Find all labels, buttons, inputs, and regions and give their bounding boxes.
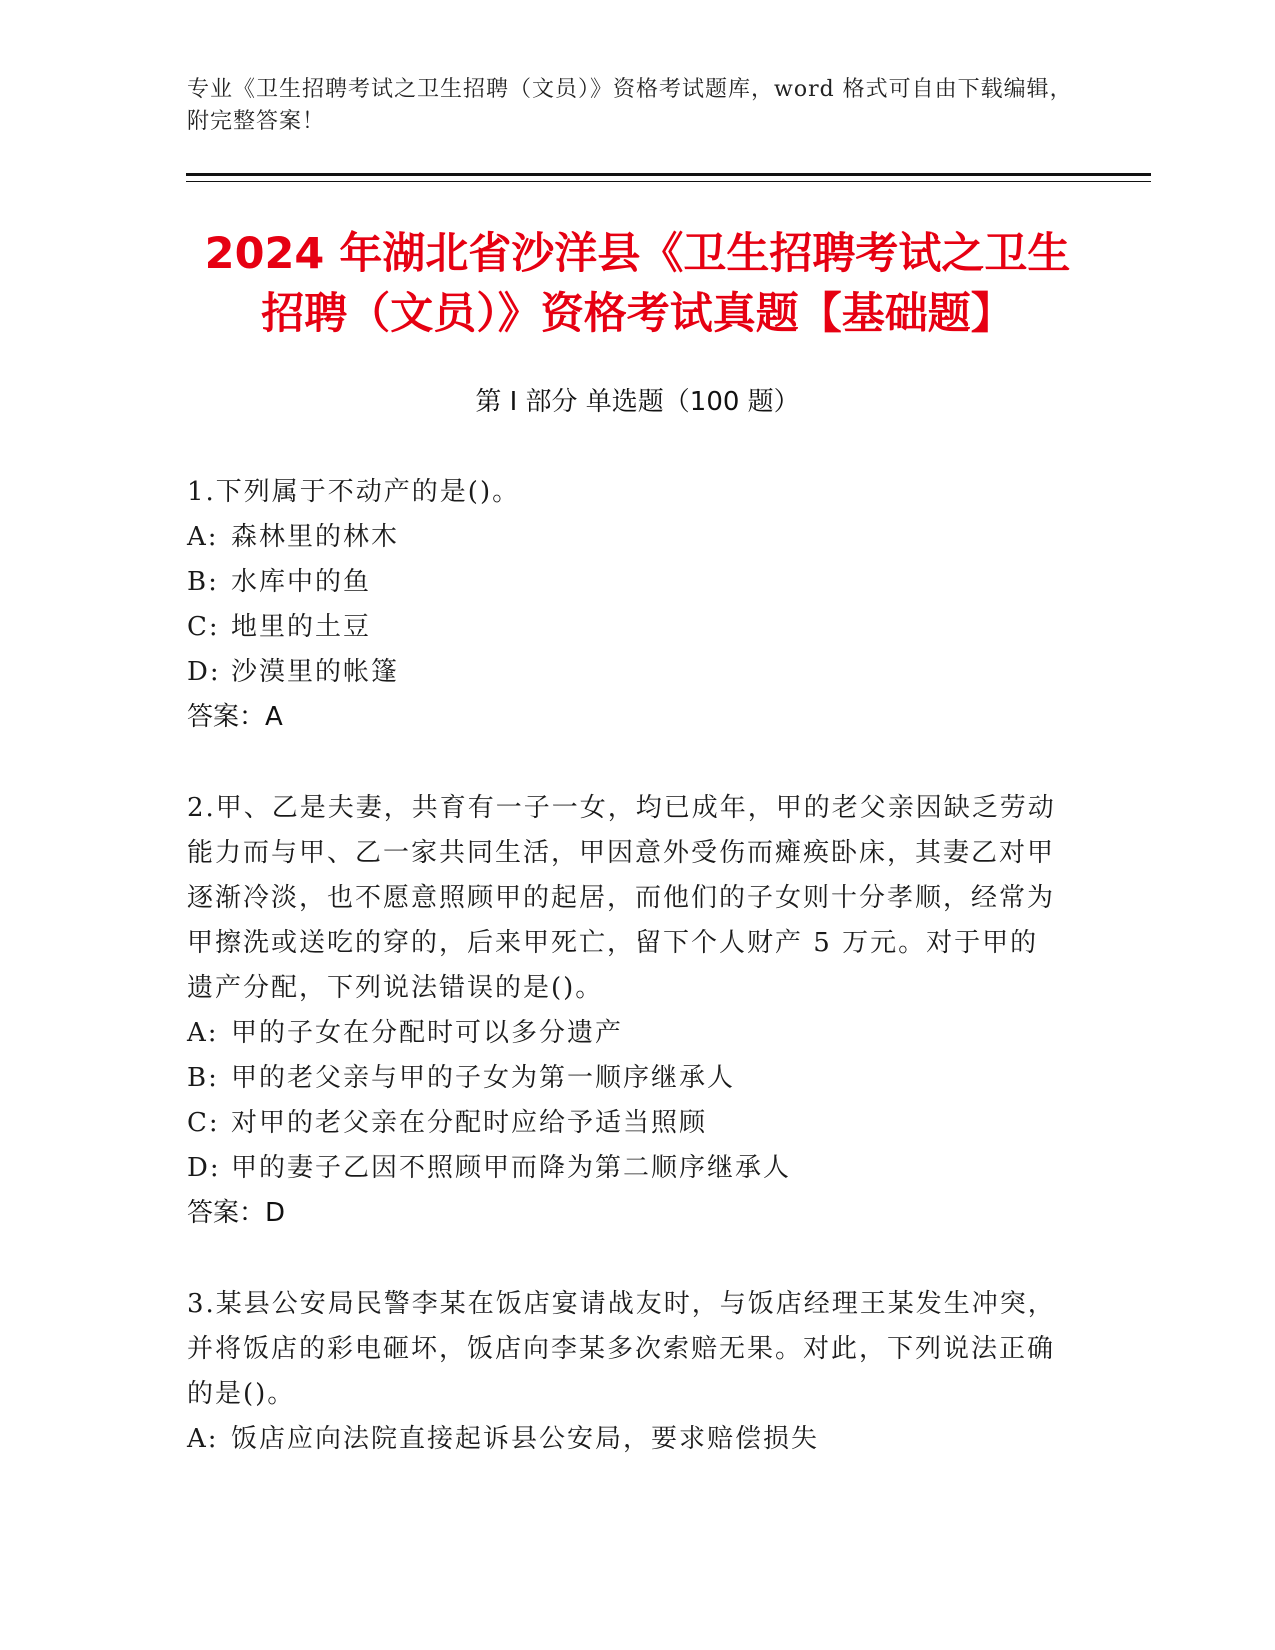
option-letter: A: [187,1018,219,1048]
option-text: 地里的土豆 [231,612,372,642]
option-text: 甲的子女在分配时可以多分遗产 [231,1018,624,1048]
option-letter: A: [187,1424,219,1454]
option-letter: D: [187,1153,221,1183]
option-b [187,560,1057,605]
option-d [187,650,1057,695]
option-letter: C: [187,1108,220,1138]
option-a [187,1417,1057,1462]
option-letter: C: [187,612,220,642]
header-rule-thin [186,181,1151,182]
answer: 答案：D [187,1198,286,1228]
option-c [187,1101,1057,1146]
option-c [187,605,1057,650]
question-stem: 2.甲、乙是夫妻，共育有一子一女，均已成年，甲的老父亲因缺乏劳动能力而与甲、乙一家共同生活，甲因意外受伤而瘫痪卧床，其妻乙对甲逐渐冷淡，也不愿意照顾甲的起居，而他们的子女则十分孝顺，经常为甲擦洗或送吃的穿的，后来甲死亡，留下个人财产 5 万元。对于甲的遗产分配，下列说法错误的是()。 [187,793,1056,1003]
option-letter: A: [187,522,219,552]
option-d [187,1146,1057,1191]
option-letter: B: [187,1063,219,1093]
document-title-line-1: 2024 年湖北省沙洋县《卫生招聘考试之卫生 [204,229,1071,279]
document-title [150,224,1125,344]
option-text: 对甲的老父亲在分配时应给予适当照顾 [231,1108,708,1138]
header-rule-thick [186,173,1151,176]
option-a [187,1011,1057,1056]
question-3 [187,1282,1057,1462]
document-title-line-2: 招聘（文员）》资格考试真题【基础题】 [261,289,1014,339]
option-text: 甲的妻子乙因不照顾甲而降为第二顺序继承人 [231,1153,792,1183]
section-heading: 第 I 部分 单选题（100 题） [475,387,800,417]
question-2 [187,786,1057,1236]
option-text: 甲的老父亲与甲的子女为第一顺序继承人 [231,1063,736,1093]
option-letter: D: [187,657,221,687]
question-1 [187,470,1057,740]
option-text: 饭店应向法院直接起诉县公安局，要求赔偿损失 [231,1424,820,1454]
option-text: 沙漠里的帐篷 [231,657,400,687]
question-stem: 1.下列属于不动产的是()。 [187,477,521,507]
option-a [187,515,1057,560]
option-letter: B: [187,567,219,597]
option-text: 森林里的林木 [231,522,400,552]
question-list [187,470,1057,1508]
option-b [187,1056,1057,1101]
header-note: 专业《卫生招聘考试之卫生招聘（文员）》资格考试题库，word 格式可自由下载编辑，附完整答案！ [187,77,1073,134]
question-stem: 3.某县公安局民警李某在饭店宴请战友时，与饭店经理王某发生冲突，并将饭店的彩电砸坏，饭店向李某多次索赔无果。对此，下列说法正确的是()。 [187,1289,1056,1409]
answer: 答案：A [187,702,283,732]
option-text: 水库中的鱼 [231,567,372,597]
